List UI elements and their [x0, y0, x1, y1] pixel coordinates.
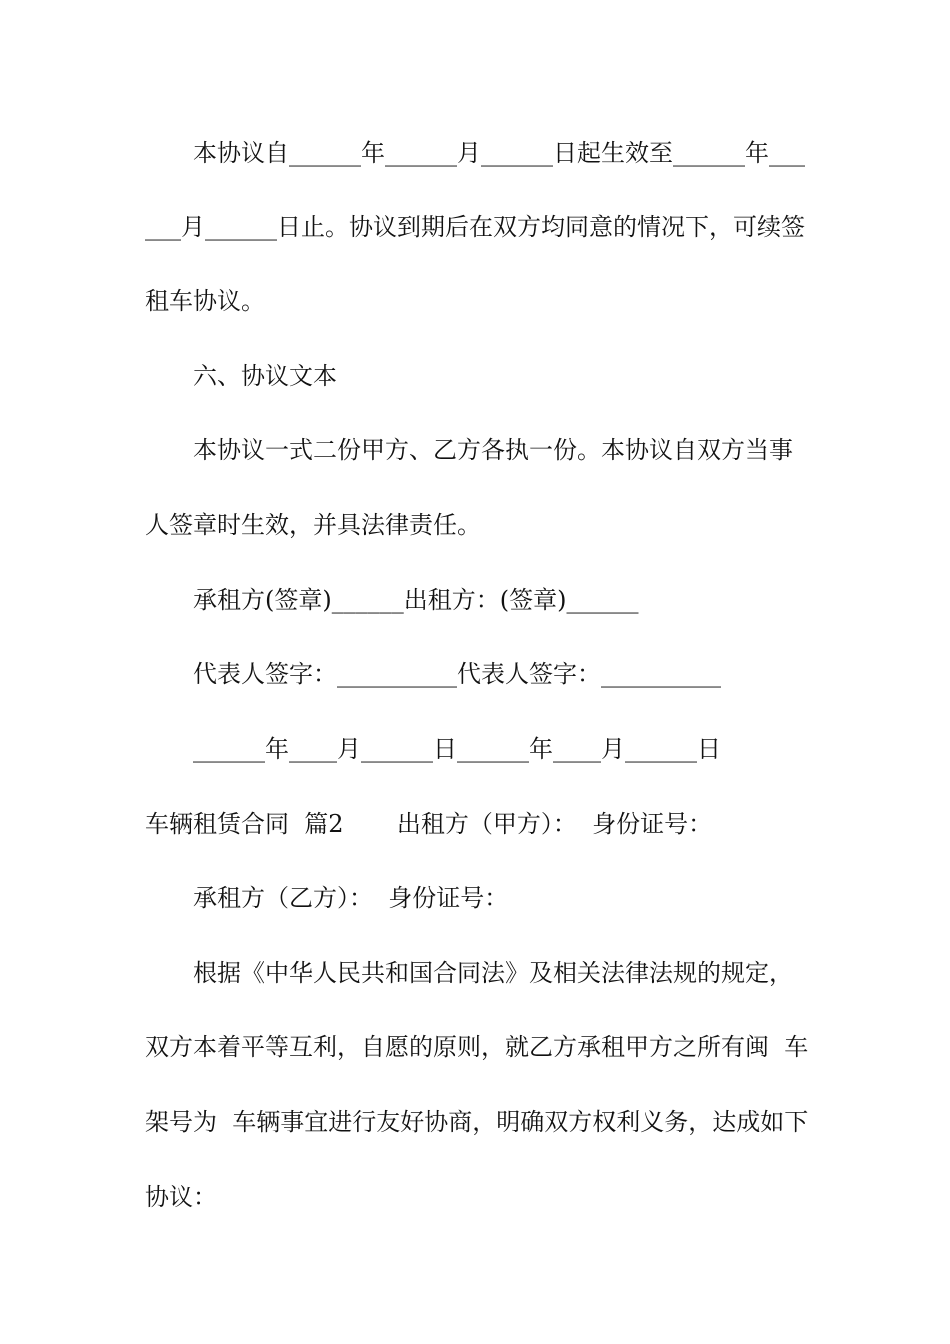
- paragraph-line: 人签章时生效，并具法律责任。: [145, 511, 481, 539]
- paragraph-line: ___月______日止。协议到期后在双方均同意的情况下，可续签: [145, 213, 805, 241]
- section-heading: 六、协议文本: [193, 362, 337, 390]
- paragraph-line: 双方本着平等互利，自愿的原则，就乙方承租甲方之所有闽 车: [145, 1033, 809, 1061]
- date-line: ______年____月______日______年____月______日: [193, 735, 721, 763]
- paragraph-line: 本协议自______年______月______日起生效至______年___: [193, 139, 805, 167]
- party-line: 承租方（乙方）： 身份证号：: [193, 884, 509, 912]
- paragraph-line: 租车协议。: [145, 287, 265, 315]
- paragraph-line: 架号为 车辆事宜进行友好协商，明确双方权利义务，达成如下: [145, 1108, 809, 1136]
- signature-line: 承租方(签章)______出租方：(签章)______: [193, 586, 639, 614]
- paragraph-line: 本协议一式二份甲方、乙方各执一份。本协议自双方当事: [193, 436, 793, 464]
- paragraph-line: 根据《中华人民共和国合同法》及相关法律法规的规定，: [193, 959, 793, 987]
- paragraph-line: 协议：: [145, 1183, 217, 1211]
- contract-title-line: 车辆租赁合同 篇2 出租方（甲方）： 身份证号：: [145, 810, 713, 838]
- representative-line: 代表人签字：__________代表人签字：__________: [193, 660, 721, 688]
